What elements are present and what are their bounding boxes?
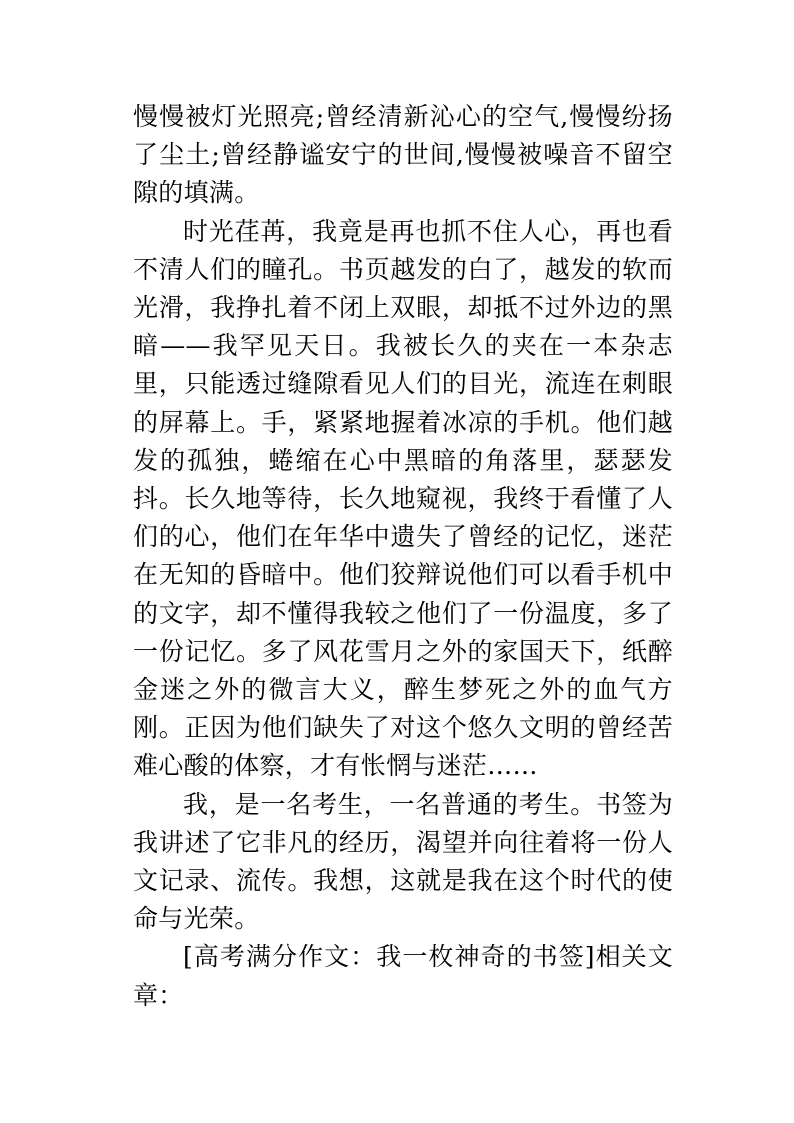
paragraph-examinee: 我，是一名考生，一名普通的考生。书签为我讲述了它非凡的经历，渴望并向往着将一份人文记录、流传。我想，这就是我在这个时代的使命与光荣。 bbox=[133, 789, 673, 934]
paragraph-time-passes: 时光荏苒，我竟是再也抓不住人心，再也看不清人们的瞳孔。书页越发的白了，越发的软而光滑，我挣扎着不闭上双眼，却抵不过外边的黑暗——我罕见天日。我被长久的夹在一本杂志里，只能透过缝隙看见人们的目光，流连在刺眼的屏幕上。手，紧紧地握着冰凉的手机。他们越发的孤独，蜷缩在心中黑暗的角落里，瑟瑟发抖。长久地等待，长久地窥视，我终于看懂了人们的心，他们在年华中遗失了曾经的记忆，迷茫在无知的昏暗中。他们狡辩说他们可以看手机中的文字，却不懂得我较之他们了一份温度，多了一份记忆。多了风花雪月之外的家国天下，纸醉金迷之外的微言大义，醉生梦死之外的血气方刚。正因为他们缺失了对这个悠久文明的曾经苦难心酸的体察，才有怅惘与迷茫…… bbox=[133, 216, 673, 781]
paragraph-continuation: 慢慢被灯光照亮;曾经清新沁心的空气,慢慢纷扬了尘土;曾经静谧安宁的世间,慢慢被噪音不留空隙的填满。 bbox=[133, 102, 673, 208]
document-body bbox=[133, 98, 673, 1015]
related-articles-line: [高考满分作文：我一枚神奇的书签]相关文章： bbox=[133, 942, 673, 1010]
